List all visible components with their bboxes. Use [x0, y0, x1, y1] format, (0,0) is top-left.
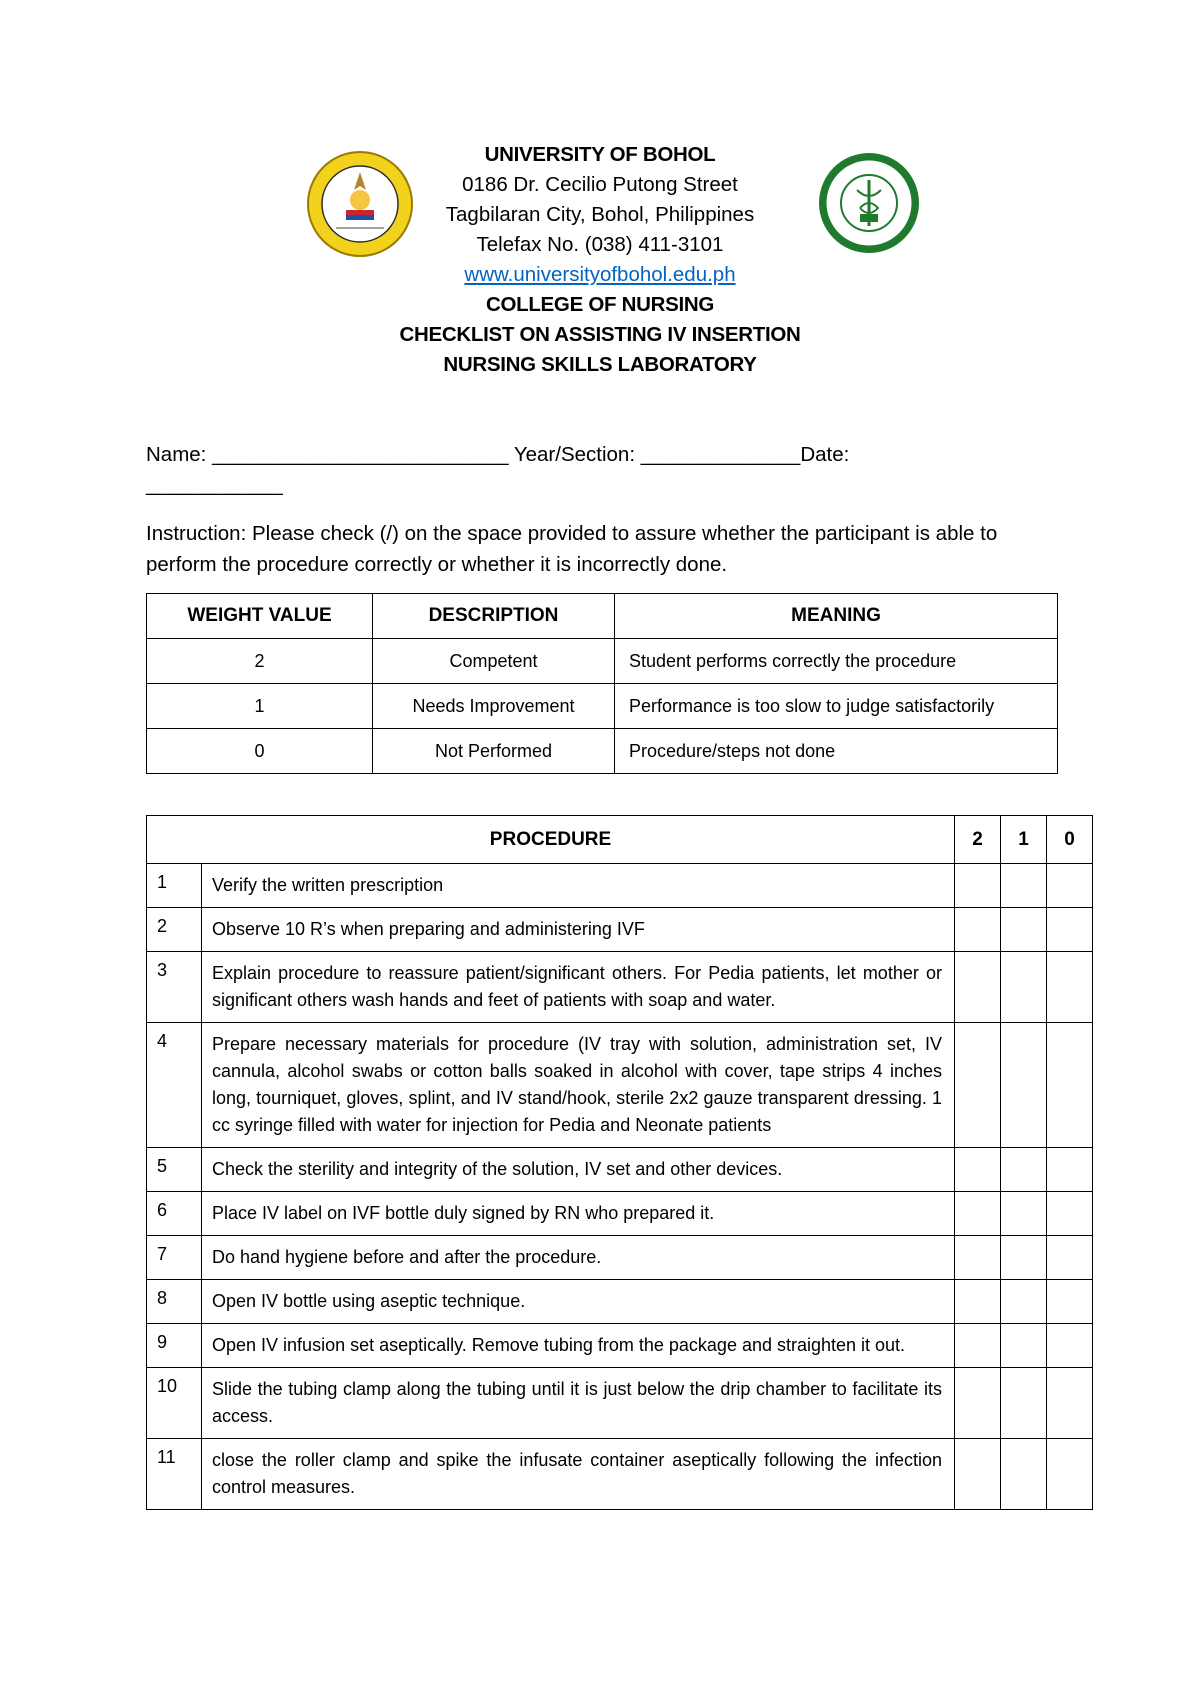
step-text: Check the sterility and integrity of the solution, IV set and other devices.: [202, 1148, 955, 1192]
step-number: 7: [147, 1236, 202, 1280]
score-2-checkbox[interactable]: [955, 864, 1001, 908]
weight-table-row: [147, 729, 1058, 774]
score-1-checkbox[interactable]: [1001, 1023, 1047, 1148]
procedure-header-row: [147, 816, 1093, 864]
score-1-checkbox[interactable]: [1001, 1368, 1047, 1439]
weight-value: 2: [147, 639, 373, 684]
procedure-header: PROCEDURE: [147, 816, 955, 864]
step-number: 6: [147, 1192, 202, 1236]
weight-value-table: [146, 593, 1058, 774]
step-text: Do hand hygiene before and after the procedure.: [202, 1236, 955, 1280]
instruction-text: Instruction: Please check (/) on the space provided to assure whether the participant is able to perform the procedure correctly or whether it is incorrectly done.: [146, 522, 998, 576]
weight-table-row: [147, 684, 1058, 729]
procedure-row: [147, 1324, 1093, 1368]
score-0-checkbox[interactable]: [1047, 1023, 1093, 1148]
procedure-row: [147, 1023, 1093, 1148]
procedure-row: [147, 1368, 1093, 1439]
score-0-checkbox[interactable]: [1047, 1439, 1093, 1510]
weight-value: 0: [147, 729, 373, 774]
step-number: 1: [147, 864, 202, 908]
step-number: 11: [147, 1439, 202, 1510]
weight-meaning: Student performs correctly the procedure: [615, 639, 1058, 684]
score-1-checkbox[interactable]: [1001, 1192, 1047, 1236]
score-2-checkbox[interactable]: [955, 908, 1001, 952]
score-1-checkbox[interactable]: [1001, 952, 1047, 1023]
lab-name: NURSING SKILLS LABORATORY: [443, 353, 757, 376]
score-0-checkbox[interactable]: [1047, 1324, 1093, 1368]
letterhead: [300, 140, 900, 380]
website-link[interactable]: www.universityofbohol.edu.ph: [464, 263, 736, 286]
weight-meaning: Performance is too slow to judge satisfactorily: [615, 684, 1058, 729]
score-2-checkbox[interactable]: [955, 1324, 1001, 1368]
step-text: Slide the tubing clamp along the tubing until it is just below the drip chamber to facilitate its access.: [202, 1368, 955, 1439]
score-0-checkbox[interactable]: [1047, 1192, 1093, 1236]
score-1-checkbox[interactable]: [1001, 1280, 1047, 1324]
step-number: 10: [147, 1368, 202, 1439]
step-number: 4: [147, 1023, 202, 1148]
score-0-checkbox[interactable]: [1047, 1148, 1093, 1192]
score-0-checkbox[interactable]: [1047, 1368, 1093, 1439]
score-1-checkbox[interactable]: [1001, 1148, 1047, 1192]
street-address: 0186 Dr. Cecilio Putong Street: [462, 173, 738, 196]
weight-table-header-row: [147, 594, 1058, 639]
score-0-checkbox[interactable]: [1047, 1280, 1093, 1324]
step-text: Prepare necessary materials for procedure (IV tray with solution, administration set, IV cannula, alcohol swabs or cotton balls soaked in alcohol with cover, tape strips 4 inches long, tourniquet, gloves, splint, and IV stand/hook, sterile 2x2 gauze transparent dressing. 1 cc syringe filled with water for injection for Pedia and Neonate patients: [202, 1023, 955, 1148]
score-0-checkbox[interactable]: [1047, 908, 1093, 952]
description-header: DESCRIPTION: [373, 594, 615, 639]
meaning-header: MEANING: [615, 594, 1058, 639]
weight-meaning: Procedure/steps not done: [615, 729, 1058, 774]
college-name: COLLEGE OF NURSING: [485, 293, 715, 316]
procedure-row: [147, 1148, 1093, 1192]
score-2-checkbox[interactable]: [955, 1236, 1001, 1280]
procedure-row: [147, 952, 1093, 1023]
city-address: Tagbilaran City, Bohol, Philippines: [445, 203, 755, 226]
step-number: 9: [147, 1324, 202, 1368]
score-2-checkbox[interactable]: [955, 952, 1001, 1023]
score-0-checkbox[interactable]: [1047, 952, 1093, 1023]
score-2-checkbox[interactable]: [955, 1368, 1001, 1439]
procedure-row: [147, 1280, 1093, 1324]
score-0-header: 0: [1047, 816, 1093, 864]
student-info-line: [146, 440, 1066, 500]
score-2-checkbox[interactable]: [955, 1023, 1001, 1148]
step-text: Open IV bottle using aseptic technique.: [202, 1280, 955, 1324]
weight-description: Needs Improvement: [373, 684, 615, 729]
weight-description: Not Performed: [373, 729, 615, 774]
step-text: Observe 10 R’s when preparing and administering IVF: [202, 908, 955, 952]
score-2-checkbox[interactable]: [955, 1148, 1001, 1192]
score-2-checkbox[interactable]: [955, 1192, 1001, 1236]
telefax: Telefax No. (038) 411-3101: [476, 233, 724, 256]
score-1-checkbox[interactable]: [1001, 1439, 1047, 1510]
name-section-date-fields: Name: __________________________ Year/Section: ______________Date:: [146, 443, 850, 466]
step-text: Place IV label on IVF bottle duly signed by RN who prepared it.: [202, 1192, 955, 1236]
score-1-checkbox[interactable]: [1001, 864, 1047, 908]
weight-value: 1: [147, 684, 373, 729]
procedure-checklist-table: [146, 815, 1093, 1510]
score-2-checkbox[interactable]: [955, 1439, 1001, 1510]
procedure-row: [147, 1439, 1093, 1510]
score-1-checkbox[interactable]: [1001, 908, 1047, 952]
step-number: 3: [147, 952, 202, 1023]
university-name: UNIVERSITY OF BOHOL: [484, 143, 716, 166]
step-text: Verify the written prescription: [202, 864, 955, 908]
weight-table-row: [147, 639, 1058, 684]
procedure-row: [147, 1192, 1093, 1236]
procedure-row: [147, 908, 1093, 952]
step-text: Open IV infusion set aseptically. Remove tubing from the package and straighten it out.: [202, 1324, 955, 1368]
score-2-header: 2: [955, 816, 1001, 864]
step-number: 8: [147, 1280, 202, 1324]
score-1-header: 1: [1001, 816, 1047, 864]
procedure-row: [147, 1236, 1093, 1280]
checklist-title: CHECKLIST ON ASSISTING IV INSERTION: [399, 323, 801, 346]
step-number: 5: [147, 1148, 202, 1192]
step-text: Explain procedure to reassure patient/significant others. For Pedia patients, let mother or significant others wash hands and feet of patients with soap and water.: [202, 952, 955, 1023]
score-0-checkbox[interactable]: [1047, 1236, 1093, 1280]
score-1-checkbox[interactable]: [1001, 1324, 1047, 1368]
procedure-row: [147, 864, 1093, 908]
score-1-checkbox[interactable]: [1001, 1236, 1047, 1280]
weight-header: WEIGHT VALUE: [147, 594, 373, 639]
date-field-line: ____________: [146, 473, 283, 496]
weight-description: Competent: [373, 639, 615, 684]
score-0-checkbox[interactable]: [1047, 864, 1093, 908]
score-2-checkbox[interactable]: [955, 1280, 1001, 1324]
step-number: 2: [147, 908, 202, 952]
step-text: close the roller clamp and spike the infusate container aseptically following the infection control measures.: [202, 1439, 955, 1510]
